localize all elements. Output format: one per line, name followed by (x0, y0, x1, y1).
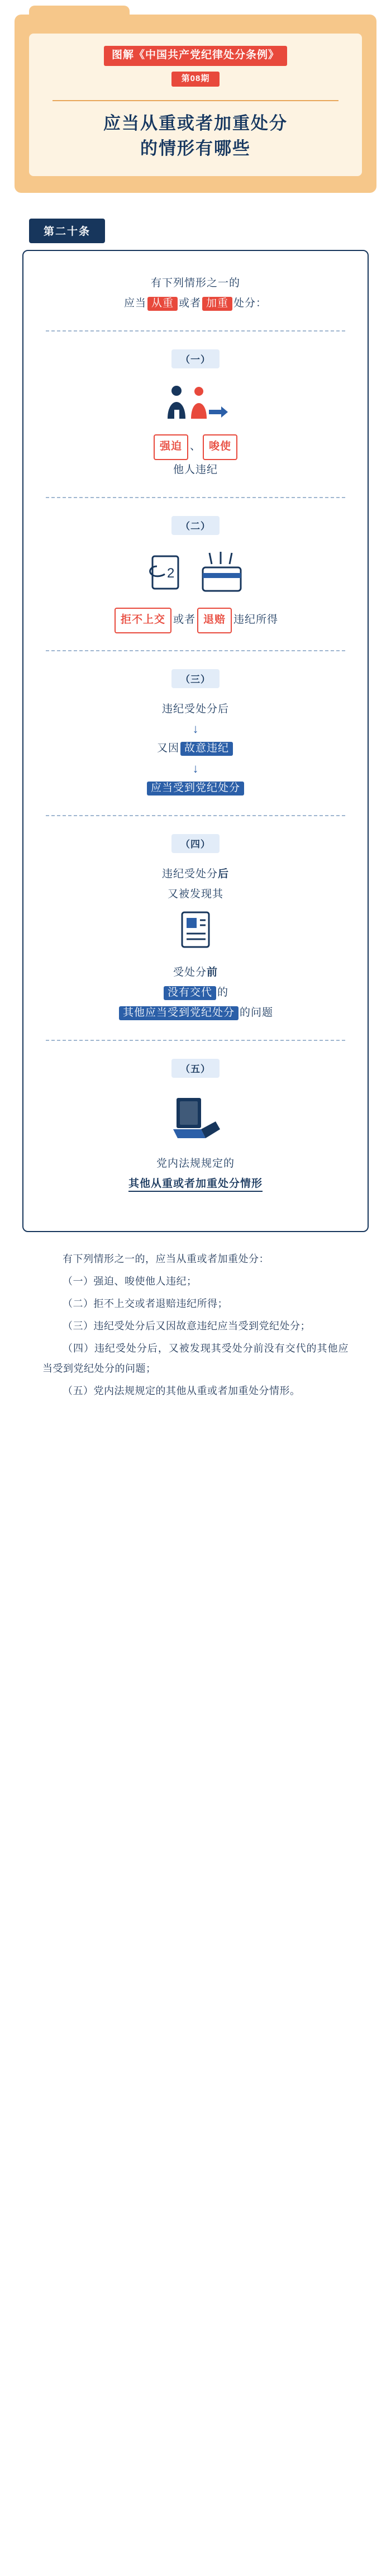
books-regulation-icon (42, 1092, 349, 1144)
section-four-line-5 (42, 1003, 349, 1023)
sep-dun: 、 (189, 440, 201, 452)
headline-line-1: 应当从重或者加重处分 (103, 113, 288, 133)
section-four-line-4 (42, 983, 349, 1003)
section-four-line4-post: 的 (217, 987, 229, 999)
article-bar-underline (29, 245, 366, 247)
section-one-line-2: 他人违纪 (173, 463, 218, 476)
intro-pre: 应当 (123, 297, 146, 309)
highlight-guyiweiji: 故意违纪 (180, 742, 233, 756)
section-five-line-1: 党内法规规定的 (156, 1158, 235, 1170)
footer-paragraph: （三）违纪受处分后又因故意违纪应当受到党纪处分； (63, 1320, 311, 1332)
intro-post: 处分： (233, 297, 268, 309)
box-suoshi: 唆使 (203, 434, 237, 460)
arrow-down-icon-1: ↓ (192, 722, 199, 736)
article-number-badge: 第二十条 (29, 219, 105, 243)
headline-line-2: 的情形有哪些 (140, 138, 251, 158)
intro-line-2 (42, 293, 349, 314)
issue-badge: 第08期 (171, 72, 220, 87)
title-divider (53, 100, 338, 101)
highlight-dangjichufen: 应当受到党纪处分 (147, 782, 244, 795)
section-four-number: （四） (171, 834, 220, 853)
section-three-number: （三） (171, 669, 220, 688)
section-five (42, 1055, 349, 1209)
section-two-post: 违纪所得 (233, 614, 279, 626)
footer-paragraph: （一）强迫、唆使他人违纪； (63, 1276, 197, 1287)
section-three-line-3 (42, 778, 349, 798)
section-two-number: （二） (171, 516, 220, 535)
section-three-pre: 又因 (156, 742, 179, 755)
section-two (42, 513, 349, 648)
section-four-line-3 (42, 963, 349, 983)
section-four-line3-pre: 受处分 (173, 966, 207, 978)
section-three (42, 666, 349, 813)
section-four-pre: 违纪受处分 (161, 868, 218, 880)
divider-1 (46, 330, 345, 332)
folder-inner-panel (29, 34, 362, 176)
svg-text:2: 2 (167, 566, 175, 581)
section-four-line-2: 又被发现其 (167, 888, 223, 900)
section-three-line-2 (42, 738, 349, 759)
intro-highlight-congzhong: 从重 (147, 297, 178, 311)
intro-line-1: 有下列情形之一的 (150, 277, 240, 289)
footer-paragraph: （二）拒不上交或者退赔违纪所得； (63, 1298, 228, 1310)
box-jubushangjiao: 拒不上交 (115, 608, 171, 633)
footer-paragraph: 有下列情形之一的，应当从重或者加重处分： (63, 1253, 269, 1265)
divider-5 (46, 1040, 345, 1041)
footer-paragraph: （五）党内法规规定的其他从重或者加重处分情形。 (63, 1385, 301, 1397)
divider-4 (46, 815, 345, 816)
people-coerce-icon (42, 383, 349, 424)
section-five-number: （五） (171, 1059, 220, 1078)
section-five-line-2 (42, 1174, 349, 1194)
highlight-qitayingdang: 其他应当受到党纪处分 (119, 1006, 239, 1020)
section-one-number: （一） (171, 349, 220, 368)
section-three-line-1: 违纪受处分后 (161, 703, 229, 716)
section-four-bold-qian: 前 (207, 966, 218, 978)
header (0, 0, 391, 205)
intro-highlight-jiazhong: 加重 (202, 297, 232, 311)
section-four-bold-hou: 后 (218, 868, 230, 880)
section-five-underlined: 其他从重或者加重处分情形 (128, 1178, 263, 1192)
footer-paragraph: （四）违纪受处分后，又被发现其受处分前没有交代的其他应当受到党纪处分的问题； (42, 1343, 349, 1375)
highlight-meiyoujiaodai: 没有交代 (164, 986, 216, 1000)
section-four (42, 831, 349, 1038)
headline (40, 111, 351, 162)
main-card (22, 250, 369, 1233)
divider-3 (46, 650, 345, 651)
section-one-line-1 (42, 434, 349, 460)
article-bar-container (15, 211, 376, 247)
section-four-line5-post: 的问题 (240, 1007, 274, 1019)
arrow-down-icon-2: ↓ (192, 761, 199, 775)
section-one (42, 346, 349, 495)
box-qiangpo: 强迫 (154, 434, 188, 460)
folder-graphic (15, 15, 376, 193)
series-title: 图解《中国共产党纪律处分条例》 (104, 46, 287, 66)
document-hidden-icon (42, 908, 349, 953)
section-two-mid: 或者 (173, 614, 196, 626)
hand-card-refuse-icon (42, 550, 349, 598)
section-two-line-1 (42, 608, 349, 633)
intro-section (42, 270, 349, 328)
footer-article-text (22, 1247, 369, 1409)
section-four-line-1 (42, 864, 349, 884)
folder-tab (29, 6, 130, 20)
intro-mid: 或者 (178, 297, 201, 309)
box-tuipei: 退赔 (197, 608, 232, 633)
divider-2 (46, 497, 345, 498)
